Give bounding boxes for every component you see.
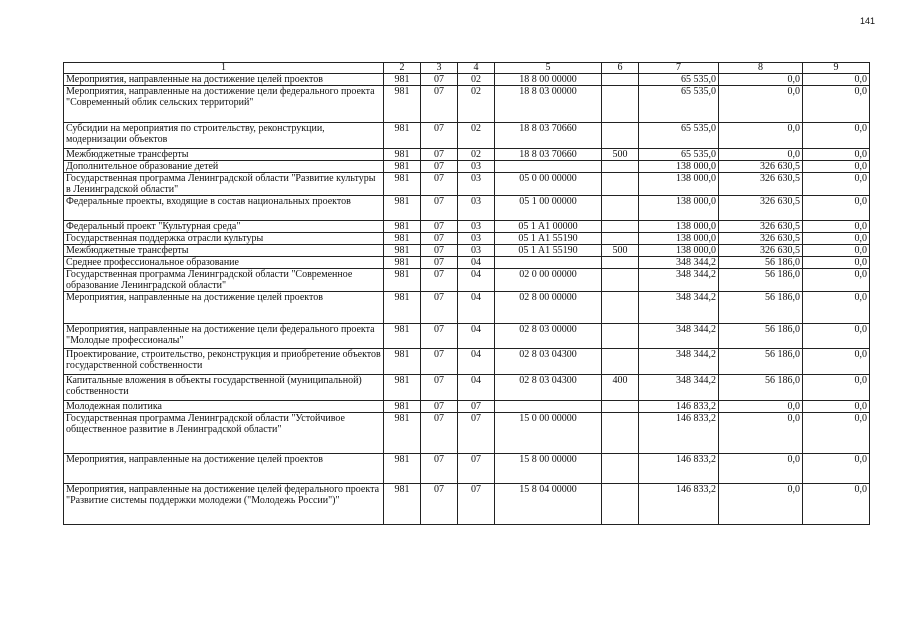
- cell-amount-year3: 0,0: [803, 454, 870, 484]
- cell-amount-year1: 138 000,0: [639, 161, 719, 173]
- cell-subsection: 02: [458, 74, 495, 86]
- row-name: Мероприятия, направленные на достижение целей федерального проекта "Развитие системы поддержки молодежи ("Молодежь России")": [64, 484, 384, 525]
- cell-amount-year2: 0,0: [719, 454, 803, 484]
- cell-amount-year2: 326 630,5: [719, 173, 803, 196]
- cell-amount-year2: 0,0: [719, 413, 803, 454]
- cell-section: 07: [421, 413, 458, 454]
- cell-section: 07: [421, 149, 458, 161]
- cell-amount-year3: 0,0: [803, 74, 870, 86]
- cell-target-article: 02 0 00 00000: [495, 269, 602, 292]
- column-header: 5: [495, 63, 602, 74]
- cell-expense-type: 500: [602, 149, 639, 161]
- cell-amount-year2: 0,0: [719, 484, 803, 525]
- cell-admin-code: 981: [384, 233, 421, 245]
- cell-section: 07: [421, 269, 458, 292]
- cell-section: 07: [421, 375, 458, 401]
- table-row: [64, 173, 870, 196]
- cell-admin-code: 981: [384, 245, 421, 257]
- cell-admin-code: 981: [384, 149, 421, 161]
- row-name: Федеральные проекты, входящие в состав национальных проектов: [64, 196, 384, 221]
- cell-amount-year3: 0,0: [803, 292, 870, 324]
- cell-admin-code: 981: [384, 292, 421, 324]
- cell-subsection: 02: [458, 149, 495, 161]
- cell-expense-type: 500: [602, 245, 639, 257]
- cell-amount-year2: 0,0: [719, 149, 803, 161]
- cell-section: 07: [421, 245, 458, 257]
- table-row: [64, 86, 870, 123]
- table-row: [64, 149, 870, 161]
- cell-amount-year2: 56 186,0: [719, 375, 803, 401]
- table-row: [64, 324, 870, 349]
- cell-target-article: 05 1 00 00000: [495, 196, 602, 221]
- cell-target-article: [495, 161, 602, 173]
- cell-admin-code: 981: [384, 196, 421, 221]
- cell-subsection: 07: [458, 413, 495, 454]
- cell-expense-type: [602, 173, 639, 196]
- row-name: Мероприятия, направленные на достижение цели федерального проекта "Современный облик сельских территорий": [64, 86, 384, 123]
- cell-admin-code: 981: [384, 74, 421, 86]
- table-row: [64, 123, 870, 149]
- table-row: [64, 349, 870, 375]
- cell-amount-year3: 0,0: [803, 401, 870, 413]
- cell-amount-year3: 0,0: [803, 123, 870, 149]
- cell-section: 07: [421, 74, 458, 86]
- cell-amount-year2: 326 630,5: [719, 161, 803, 173]
- cell-admin-code: 981: [384, 413, 421, 454]
- cell-expense-type: [602, 123, 639, 149]
- cell-amount-year1: 138 000,0: [639, 221, 719, 233]
- row-name: Капитальные вложения в объекты государственной (муниципальной) собственности: [64, 375, 384, 401]
- table-row: [64, 454, 870, 484]
- cell-amount-year3: 0,0: [803, 324, 870, 349]
- cell-admin-code: 981: [384, 161, 421, 173]
- table-row: [64, 233, 870, 245]
- cell-amount-year1: 348 344,2: [639, 257, 719, 269]
- cell-target-article: 18 8 03 00000: [495, 86, 602, 123]
- column-header: 2: [384, 63, 421, 74]
- cell-admin-code: 981: [384, 269, 421, 292]
- cell-amount-year2: 56 186,0: [719, 349, 803, 375]
- cell-subsection: 07: [458, 454, 495, 484]
- cell-amount-year1: 348 344,2: [639, 324, 719, 349]
- cell-target-article: [495, 401, 602, 413]
- column-header: 1: [64, 63, 384, 74]
- table-row: [64, 292, 870, 324]
- cell-expense-type: [602, 74, 639, 86]
- cell-admin-code: 981: [384, 123, 421, 149]
- cell-section: 07: [421, 196, 458, 221]
- row-name: Мероприятия, направленные на достижение целей проектов: [64, 74, 384, 86]
- cell-target-article: 18 8 03 70660: [495, 149, 602, 161]
- cell-section: 07: [421, 454, 458, 484]
- cell-expense-type: [602, 161, 639, 173]
- cell-amount-year1: 65 535,0: [639, 74, 719, 86]
- cell-admin-code: 981: [384, 375, 421, 401]
- cell-section: 07: [421, 221, 458, 233]
- cell-expense-type: [602, 292, 639, 324]
- table-row: [64, 245, 870, 257]
- cell-section: 07: [421, 401, 458, 413]
- cell-expense-type: [602, 401, 639, 413]
- cell-target-article: 05 1 A1 55190: [495, 245, 602, 257]
- cell-expense-type: [602, 257, 639, 269]
- cell-amount-year1: 146 833,2: [639, 401, 719, 413]
- cell-amount-year2: 0,0: [719, 86, 803, 123]
- cell-target-article: 02 8 03 04300: [495, 375, 602, 401]
- cell-amount-year3: 0,0: [803, 86, 870, 123]
- cell-target-article: 02 8 03 00000: [495, 324, 602, 349]
- table-row: [64, 401, 870, 413]
- cell-admin-code: 981: [384, 324, 421, 349]
- table-row: [64, 161, 870, 173]
- cell-expense-type: [602, 233, 639, 245]
- table-row: [64, 74, 870, 86]
- cell-subsection: 04: [458, 269, 495, 292]
- table-row: [64, 413, 870, 454]
- cell-subsection: 03: [458, 233, 495, 245]
- cell-subsection: 03: [458, 221, 495, 233]
- cell-section: 07: [421, 123, 458, 149]
- cell-section: 07: [421, 349, 458, 375]
- row-name: Мероприятия, направленные на достижение целей проектов: [64, 454, 384, 484]
- cell-section: 07: [421, 292, 458, 324]
- cell-subsection: 07: [458, 401, 495, 413]
- cell-amount-year2: 56 186,0: [719, 257, 803, 269]
- cell-amount-year2: 56 186,0: [719, 269, 803, 292]
- column-header: 8: [719, 63, 803, 74]
- cell-subsection: 04: [458, 324, 495, 349]
- cell-subsection: 02: [458, 123, 495, 149]
- cell-amount-year2: 326 630,5: [719, 233, 803, 245]
- cell-amount-year3: 0,0: [803, 149, 870, 161]
- cell-amount-year1: 348 344,2: [639, 269, 719, 292]
- cell-section: 07: [421, 233, 458, 245]
- cell-amount-year1: 138 000,0: [639, 233, 719, 245]
- cell-amount-year1: 138 000,0: [639, 173, 719, 196]
- cell-expense-type: [602, 484, 639, 525]
- cell-amount-year1: 138 000,0: [639, 196, 719, 221]
- cell-amount-year1: 65 535,0: [639, 86, 719, 123]
- table-row: [64, 221, 870, 233]
- cell-section: 07: [421, 257, 458, 269]
- cell-amount-year2: 0,0: [719, 74, 803, 86]
- cell-expense-type: [602, 269, 639, 292]
- cell-subsection: 03: [458, 245, 495, 257]
- row-name: Субсидии на мероприятия по строительству, реконструкции, модернизации объектов: [64, 123, 384, 149]
- cell-expense-type: [602, 349, 639, 375]
- cell-expense-type: [602, 221, 639, 233]
- cell-admin-code: 981: [384, 349, 421, 375]
- cell-expense-type: [602, 454, 639, 484]
- cell-section: 07: [421, 484, 458, 525]
- row-name: Государственная программа Ленинградской области "Развитие культуры в Ленинградской области": [64, 173, 384, 196]
- cell-target-article: 15 8 04 00000: [495, 484, 602, 525]
- cell-amount-year1: 348 344,2: [639, 349, 719, 375]
- cell-subsection: 07: [458, 484, 495, 525]
- cell-amount-year1: 138 000,0: [639, 245, 719, 257]
- row-name: Молодежная политика: [64, 401, 384, 413]
- cell-amount-year3: 0,0: [803, 269, 870, 292]
- row-name: Дополнительное образование детей: [64, 161, 384, 173]
- cell-expense-type: [602, 413, 639, 454]
- row-name: Межбюджетные трансферты: [64, 245, 384, 257]
- cell-admin-code: 981: [384, 257, 421, 269]
- cell-admin-code: 981: [384, 401, 421, 413]
- cell-amount-year2: 56 186,0: [719, 292, 803, 324]
- cell-subsection: 04: [458, 349, 495, 375]
- cell-expense-type: [602, 86, 639, 123]
- cell-target-article: 02 8 00 00000: [495, 292, 602, 324]
- cell-amount-year1: 65 535,0: [639, 123, 719, 149]
- cell-amount-year1: 348 344,2: [639, 292, 719, 324]
- cell-subsection: 04: [458, 257, 495, 269]
- row-name: Мероприятия, направленные на достижение цели федерального проекта "Молодые профессионалы": [64, 324, 384, 349]
- table-row: [64, 269, 870, 292]
- row-name: Среднее профессиональное образование: [64, 257, 384, 269]
- row-name: Проектирование, строительство, реконструкция и приобретение объектов государственной собственности: [64, 349, 384, 375]
- cell-target-article: 15 0 00 00000: [495, 413, 602, 454]
- table-row: [64, 257, 870, 269]
- column-header: 6: [602, 63, 639, 74]
- cell-amount-year3: 0,0: [803, 173, 870, 196]
- row-name: Государственная программа Ленинградской области "Современное образование Ленинградской области": [64, 269, 384, 292]
- column-header: 9: [803, 63, 870, 74]
- cell-subsection: 03: [458, 161, 495, 173]
- row-name: Межбюджетные трансферты: [64, 149, 384, 161]
- cell-amount-year3: 0,0: [803, 375, 870, 401]
- cell-amount-year2: 56 186,0: [719, 324, 803, 349]
- cell-amount-year2: 326 630,5: [719, 196, 803, 221]
- cell-section: 07: [421, 324, 458, 349]
- cell-target-article: 05 1 A1 00000: [495, 221, 602, 233]
- cell-amount-year3: 0,0: [803, 161, 870, 173]
- cell-amount-year3: 0,0: [803, 413, 870, 454]
- cell-amount-year2: 0,0: [719, 401, 803, 413]
- cell-subsection: 03: [458, 173, 495, 196]
- cell-target-article: [495, 257, 602, 269]
- cell-amount-year3: 0,0: [803, 233, 870, 245]
- cell-amount-year1: 65 535,0: [639, 149, 719, 161]
- row-name: Мероприятия, направленные на достижение целей проектов: [64, 292, 384, 324]
- column-header: 7: [639, 63, 719, 74]
- cell-amount-year1: 146 833,2: [639, 484, 719, 525]
- cell-section: 07: [421, 161, 458, 173]
- table-row: [64, 375, 870, 401]
- cell-target-article: 18 8 00 00000: [495, 74, 602, 86]
- row-name: Федеральный проект "Культурная среда": [64, 221, 384, 233]
- cell-target-article: 15 8 00 00000: [495, 454, 602, 484]
- header-row: [64, 63, 870, 74]
- cell-section: 07: [421, 86, 458, 123]
- cell-expense-type: 400: [602, 375, 639, 401]
- cell-amount-year3: 0,0: [803, 196, 870, 221]
- budget-table: [63, 62, 870, 525]
- table-body: [64, 74, 870, 525]
- cell-subsection: 04: [458, 375, 495, 401]
- cell-amount-year3: 0,0: [803, 245, 870, 257]
- cell-target-article: 02 8 03 04300: [495, 349, 602, 375]
- cell-subsection: 03: [458, 196, 495, 221]
- cell-admin-code: 981: [384, 484, 421, 525]
- column-header: 3: [421, 63, 458, 74]
- cell-section: 07: [421, 173, 458, 196]
- cell-target-article: 05 1 A1 55190: [495, 233, 602, 245]
- cell-amount-year2: 0,0: [719, 123, 803, 149]
- cell-amount-year2: 326 630,5: [719, 221, 803, 233]
- cell-amount-year3: 0,0: [803, 484, 870, 525]
- cell-expense-type: [602, 324, 639, 349]
- row-name: Государственная программа Ленинградской области "Устойчивое общественное развитие в Ленинградской области": [64, 413, 384, 454]
- cell-amount-year3: 0,0: [803, 221, 870, 233]
- cell-subsection: 04: [458, 292, 495, 324]
- cell-expense-type: [602, 196, 639, 221]
- cell-amount-year3: 0,0: [803, 257, 870, 269]
- cell-target-article: 18 8 03 70660: [495, 123, 602, 149]
- cell-amount-year1: 146 833,2: [639, 454, 719, 484]
- cell-subsection: 02: [458, 86, 495, 123]
- cell-admin-code: 981: [384, 173, 421, 196]
- table-row: [64, 484, 870, 525]
- cell-admin-code: 981: [384, 86, 421, 123]
- cell-admin-code: 981: [384, 454, 421, 484]
- cell-amount-year1: 348 344,2: [639, 375, 719, 401]
- page-number: 141: [860, 16, 876, 26]
- cell-amount-year3: 0,0: [803, 349, 870, 375]
- cell-target-article: 05 0 00 00000: [495, 173, 602, 196]
- table-row: [64, 196, 870, 221]
- cell-admin-code: 981: [384, 221, 421, 233]
- column-header: 4: [458, 63, 495, 74]
- row-name: Государственная поддержка отрасли культуры: [64, 233, 384, 245]
- cell-amount-year2: 326 630,5: [719, 245, 803, 257]
- cell-amount-year1: 146 833,2: [639, 413, 719, 454]
